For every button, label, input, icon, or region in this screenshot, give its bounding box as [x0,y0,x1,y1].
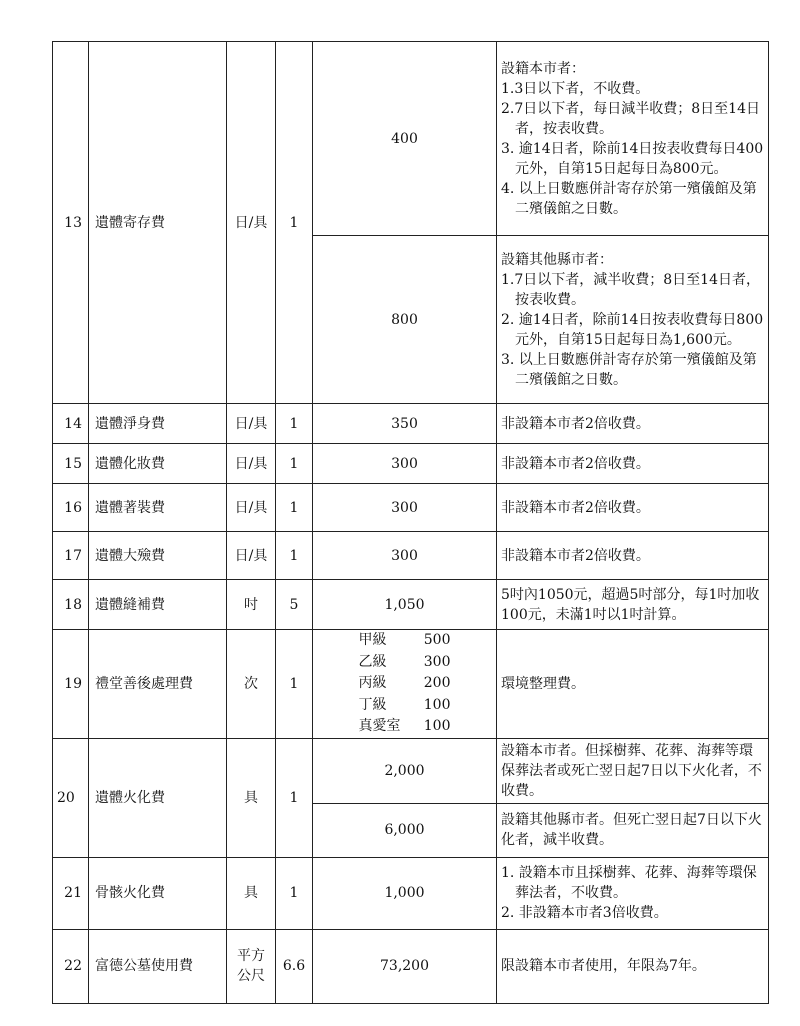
item-number: 15 [53,444,89,484]
item-fee: 300 [313,444,497,484]
note-line: 1.3日以下者，不收費。 [501,80,650,97]
item-note [497,42,769,236]
item-name: 富德公墓使用費 [89,929,227,1003]
item-note: 非設籍本市者2倍收費。 [497,532,769,580]
item-fee: 6,000 [313,803,497,857]
item-unit: 具 [227,857,276,929]
item-quantity: 1 [276,404,313,444]
item-note: 非設籍本市者2倍收費。 [497,444,769,484]
item-fee: 1,000 [313,857,497,929]
note-line: 3. 逾14日者，除前14日按表收費每日400元外，自第15日起每日為800元。 [501,140,764,177]
item-note: 限設籍本市者使用，年限為7年。 [497,929,769,1003]
item-quantity: 1 [276,42,313,404]
item-fee: 2,000 [313,738,497,803]
item-fee-tiers [313,630,497,739]
item-note: 非設籍本市者2倍收費。 [497,484,769,532]
item-name: 禮堂善後處理費 [89,630,227,739]
item-name: 遺體淨身費 [89,404,227,444]
item-fee: 1,050 [313,580,497,630]
item-number: 20 [53,738,89,857]
item-unit: 日/具 [227,532,276,580]
tier-label: 甲級 [358,632,387,648]
tier-label: 真愛室 [358,718,401,734]
item-note: 5吋內1050元，超過5吋部分，每1吋加收100元，未滿1吋以1吋計算。 [497,580,769,630]
item-unit: 平方公尺 [227,929,276,1003]
item-note: 環境整理費。 [497,630,769,739]
item-quantity: 1 [276,532,313,580]
tier-value: 500 [423,632,451,648]
table-row [53,630,769,739]
table-row [53,738,769,803]
item-number: 13 [53,42,89,404]
item-note: 設籍其他縣市者。但死亡翌日起7日以下火化者，減半收費。 [497,803,769,857]
tier-value: 300 [423,653,451,670]
item-unit: 日/具 [227,484,276,532]
item-fee: 800 [313,236,497,404]
fee-tier [359,630,451,652]
item-name: 骨骸火化費 [89,857,227,929]
item-number: 16 [53,484,89,532]
table-row [53,929,769,1003]
item-fee: 400 [313,42,497,236]
note-line: 2.7日以下者，每日減半收費；8日至14日者，按表收費。 [501,100,760,137]
item-unit: 吋 [227,580,276,630]
item-name: 遺體火化費 [89,738,227,857]
item-quantity: 1 [276,857,313,929]
note-line: 設籍其他縣市者： [501,251,613,268]
note-line: 設籍本市者： [501,60,585,77]
item-name: 遺體縫補費 [89,580,227,630]
fee-tier [359,716,451,738]
note-line: 1.7日以下者，減半收費；8日至14日者，按表收費。 [501,271,760,308]
fee-tier [359,695,451,717]
note-line: 2. 逾14日者，除前14日按表收費每日800元外，自第15日起每日為1,600元。 [501,311,764,348]
item-number: 18 [53,580,89,630]
item-fee: 300 [313,484,497,532]
item-number: 19 [53,630,89,739]
item-note: 非設籍本市者2倍收費。 [497,404,769,444]
item-number: 22 [53,929,89,1003]
item-quantity: 5 [276,580,313,630]
note-line: 1. 設籍本市且採樹葬、花葬、海葬等環保葬法者，不收費。 [501,865,757,901]
item-unit: 日/具 [227,444,276,484]
item-note [497,857,769,929]
fee-table [52,41,769,1004]
item-note: 設籍本市者。但採樹葬、花葬、海葬等環保葬法者或死亡翌日起7日以下火化者，不收費。 [497,738,769,803]
item-name: 遺體大殮費 [89,532,227,580]
item-unit: 具 [227,738,276,857]
item-unit: 次 [227,630,276,739]
item-number: 21 [53,857,89,929]
table-row [53,857,769,929]
note-line: 3. 以上日數應併計寄存於第一殯儀館及第二殯儀館之日數。 [501,351,757,388]
tier-value: 100 [423,696,451,713]
item-fee: 350 [313,404,497,444]
item-name: 遺體寄存費 [89,42,227,404]
item-name: 遺體化妝費 [89,444,227,484]
table-row [53,42,769,236]
item-unit: 日/具 [227,404,276,444]
tier-value: 100 [423,718,451,734]
item-quantity: 1 [276,444,313,484]
item-note [497,236,769,404]
item-number: 17 [53,532,89,580]
table-row [53,580,769,630]
tier-label: 丙級 [358,675,387,691]
item-number: 14 [53,404,89,444]
item-unit: 日/具 [227,42,276,404]
table-row [53,404,769,444]
item-fee: 300 [313,532,497,580]
item-quantity: 1 [276,630,313,739]
table-row [53,532,769,580]
item-fee: 73,200 [313,929,497,1003]
tier-label: 乙級 [358,653,387,670]
note-line: 4. 以上日數應併計寄存於第一殯儀館及第二殯儀館之日數。 [501,180,757,217]
item-quantity: 1 [276,484,313,532]
tier-value: 200 [423,675,451,691]
table-row [53,484,769,532]
fee-tier [359,673,451,695]
tier-label: 丁級 [358,696,387,713]
item-name: 遺體著裝費 [89,484,227,532]
fee-tier [359,652,451,674]
note-line: 2. 非設籍本市者3倍收費。 [501,905,668,921]
table-row [53,444,769,484]
item-quantity: 1 [276,738,313,857]
item-quantity: 6.6 [276,929,313,1003]
